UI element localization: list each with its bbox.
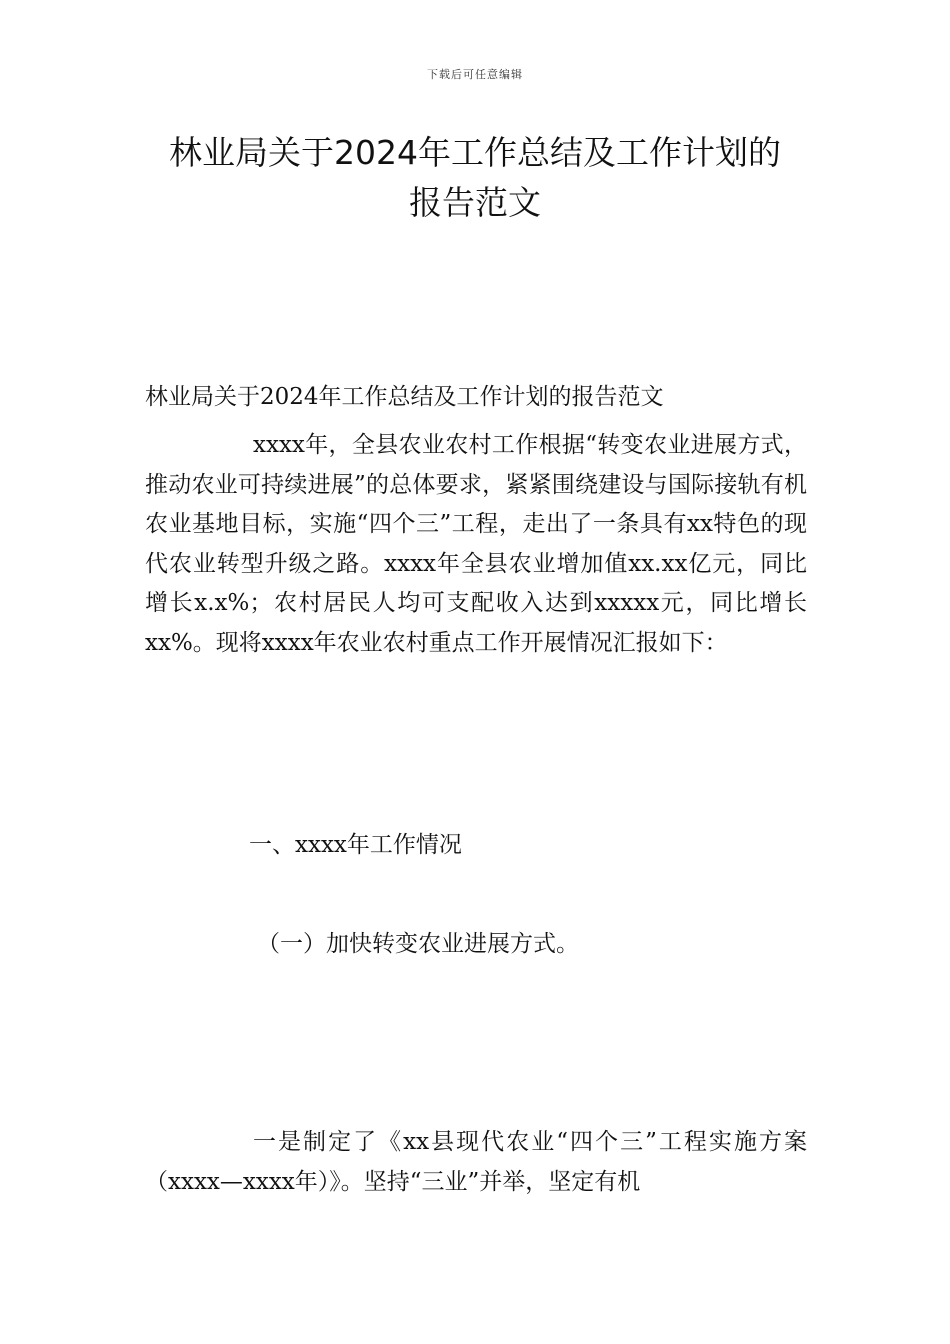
document-title-line-1: 林业局关于2024年工作总结及工作计划的: [169, 133, 781, 172]
subsection-heading: （一）加快转变农业进展方式。: [257, 931, 579, 957]
document-title: [110, 128, 840, 228]
first-item-paragraph: 一是制定了《xx县现代农业“四个三”工程实施方案（xxxx—xxxx年）》。坚持“三业”并举，坚定有机: [145, 1129, 807, 1195]
document-title-line-2: 报告范文: [409, 183, 541, 222]
intro-paragraph: xxxx年，全县农业农村工作根据“转变农业进展方式，推动农业可持续进展”的总体要求，紧紧围绕建设与国际接轨有机农业基地目标，实施“四个三”工程，走出了一条具有xx特色的现代农业转型升级之路。xxxx年全县农业增加值xx.xx亿元，同比增长x.x%；农村居民人均可支配收入达到xxxxx元，同比增长xx%。现将xxxx年农业农村重点工作开展情况汇报如下：: [145, 432, 807, 656]
header-note: 下载后可任意编辑: [427, 68, 523, 81]
section-heading: 一、xxxx年工作情况: [249, 832, 462, 858]
document-subtitle: 林业局关于2024年工作总结及工作计划的报告范文: [145, 384, 664, 410]
